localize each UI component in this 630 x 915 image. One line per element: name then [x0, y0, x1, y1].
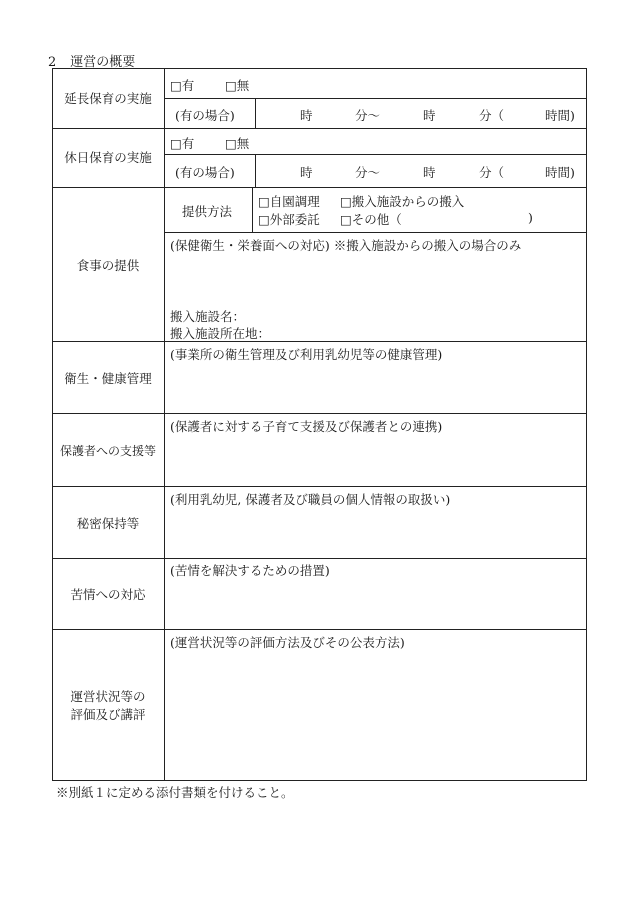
holiday-care-no-checkbox[interactable]: □無 — [225, 136, 250, 151]
meal-hygiene-note: (保健衛生・栄養面への対応) ※搬入施設からの搬入の場合のみ — [170, 238, 522, 253]
label-column-divider — [164, 68, 165, 781]
meal-other-close-paren: ) — [528, 210, 533, 225]
extended-care-no-checkbox[interactable]: □無 — [225, 78, 250, 93]
subcell-divider — [255, 98, 256, 128]
evaluation-note: (運営状況等の評価方法及びその公表方法) — [170, 635, 405, 650]
subrow-divider — [164, 154, 587, 155]
complaints-note: (苦情を解決するための措置) — [170, 563, 330, 578]
meal-other-checkbox[interactable]: □その他（ — [340, 212, 402, 227]
hours-unit: 時間) — [545, 165, 575, 180]
meal-method-label: 提供方法 — [182, 204, 233, 219]
section-number: 2 — [48, 55, 57, 70]
row-divider — [52, 629, 587, 630]
evaluation-label-line1: 運営状況等の — [70, 689, 146, 704]
attachment-footnote: ※別紙１に定める添付書類を付けること。 — [56, 785, 294, 800]
subrow-divider — [164, 98, 587, 99]
start-minute-unit: 分〜 — [355, 165, 381, 180]
meal-outsourced-checkbox[interactable]: □外部委託 — [258, 212, 320, 227]
end-hour-unit: 時 — [423, 108, 436, 123]
section-title: 運営の概要 — [70, 55, 136, 70]
meal-in-house-checkbox[interactable]: □自園調理 — [258, 194, 320, 209]
start-hour-unit: 時 — [300, 165, 313, 180]
start-hour-unit: 時 — [300, 108, 313, 123]
start-minute-unit: 分〜 — [355, 108, 381, 123]
holiday-care-label: 休日保育の実施 — [64, 150, 152, 165]
row-divider — [52, 413, 587, 414]
delivery-facility-address-field[interactable]: 搬入施設所在地： — [170, 326, 271, 341]
subcell-divider — [255, 154, 256, 187]
extended-care-label: 延長保育の実施 — [64, 91, 152, 106]
meal-delivery-checkbox[interactable]: □搬入施設からの搬入 — [340, 194, 465, 209]
subcell-divider — [252, 187, 253, 232]
extended-care-yes-checkbox[interactable]: □有 — [170, 78, 195, 93]
end-minute-unit: 分（ — [479, 108, 505, 123]
subrow-divider — [164, 232, 587, 233]
holiday-care-condition-label: (有の場合) — [175, 165, 235, 180]
parent-support-label: 保護者への支援等 — [59, 444, 156, 458]
end-minute-unit: 分（ — [479, 165, 505, 180]
hygiene-label: 衛生・健康管理 — [64, 371, 152, 386]
row-divider — [52, 341, 587, 342]
meals-label: 食事の提供 — [76, 258, 140, 273]
row-divider — [52, 486, 587, 487]
evaluation-label — [52, 688, 164, 724]
row-divider — [52, 187, 587, 188]
parent-support-note: (保護者に対する子育て支援及び保護者との連携) — [170, 419, 443, 434]
delivery-facility-name-field[interactable]: 搬入施設名： — [170, 309, 246, 324]
end-hour-unit: 時 — [423, 165, 436, 180]
complaints-label: 苦情への対応 — [70, 587, 146, 602]
row-divider — [52, 558, 587, 559]
hygiene-note: (事業所の衛生管理及び利用乳幼児等の健康管理) — [170, 347, 443, 362]
confidentiality-note: (利用乳幼児, 保護者及び職員の個人情報の取扱い) — [170, 492, 451, 507]
extended-care-condition-label: (有の場合) — [175, 108, 235, 123]
confidentiality-label: 秘密保持等 — [76, 516, 140, 531]
hours-unit: 時間) — [545, 108, 575, 123]
row-divider — [52, 128, 587, 129]
evaluation-label-line2: 評価及び講評 — [70, 707, 146, 723]
holiday-care-yes-checkbox[interactable]: □有 — [170, 136, 195, 151]
